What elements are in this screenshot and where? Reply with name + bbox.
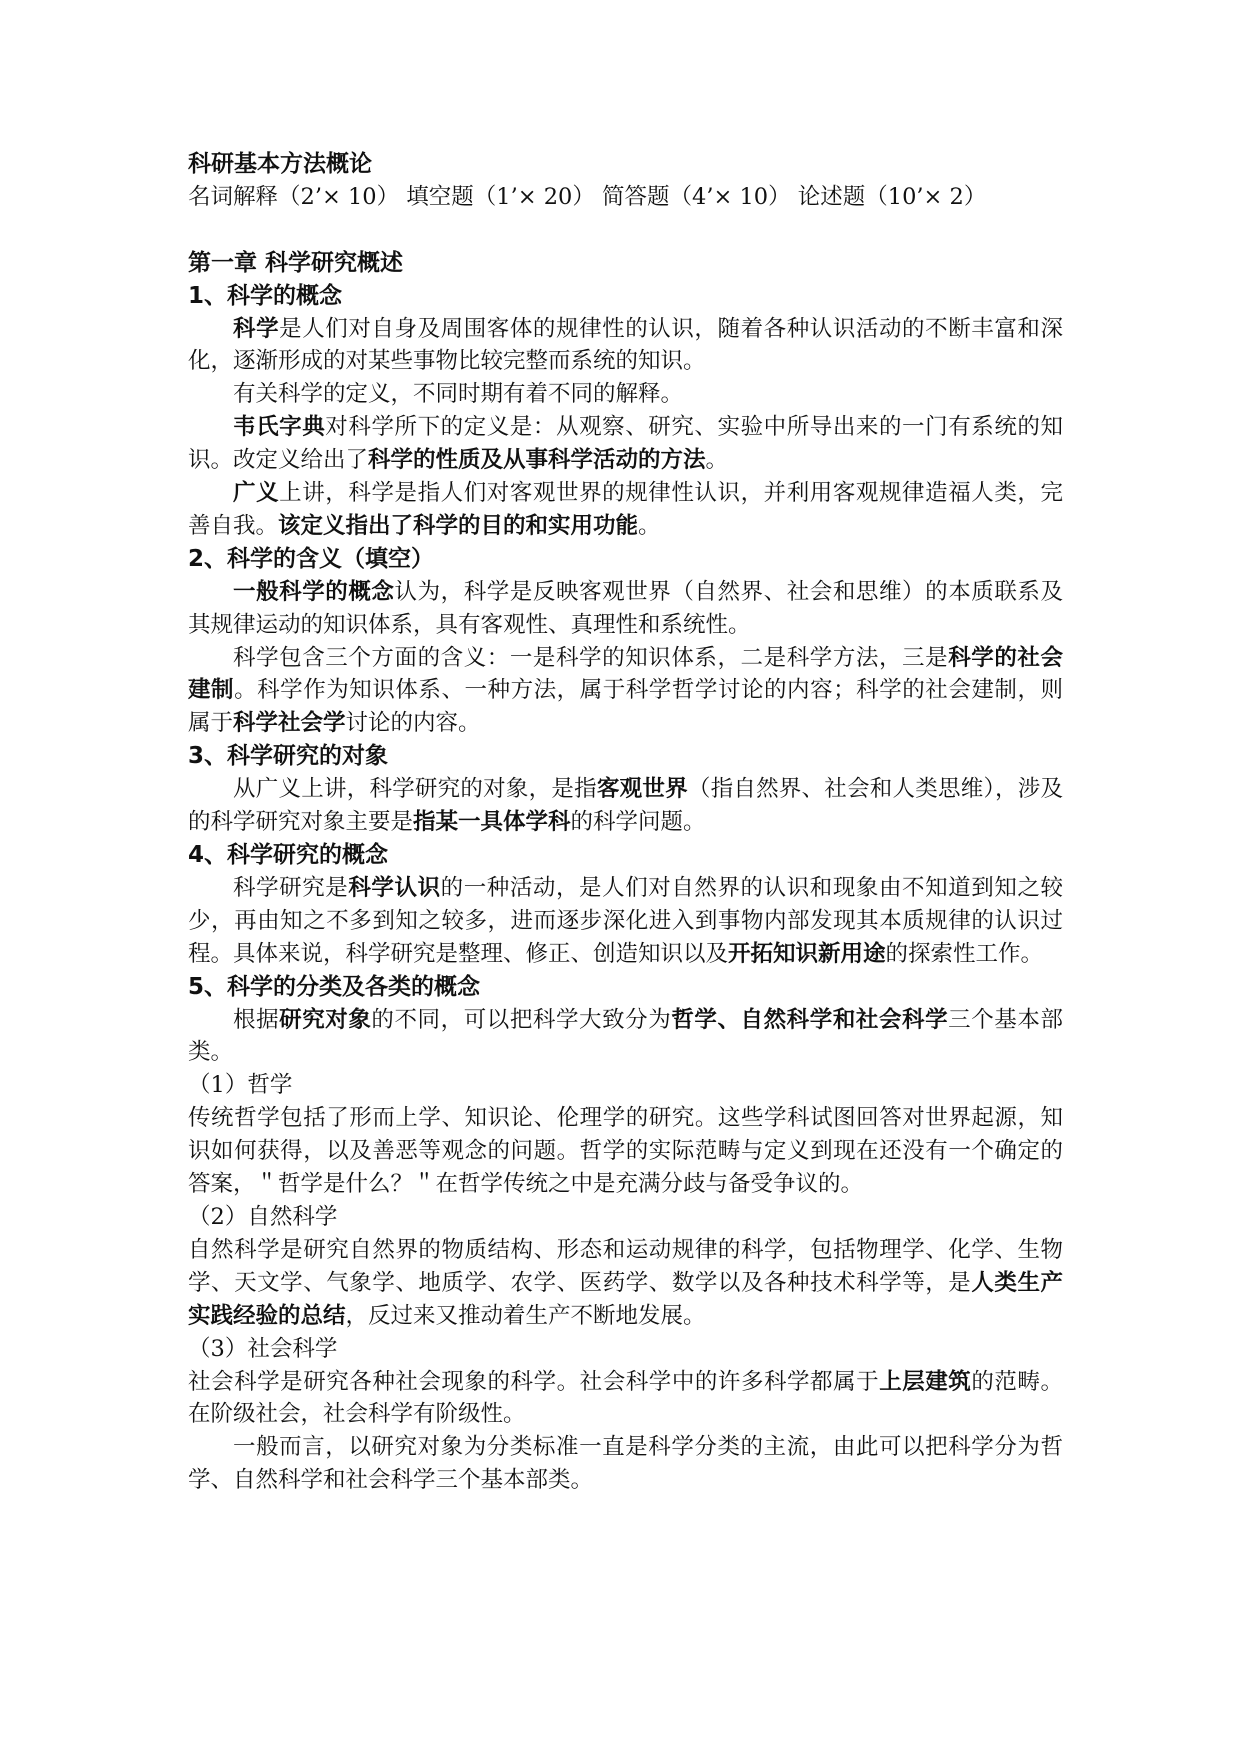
text: 。 — [705, 447, 729, 474]
paragraph — [188, 313, 1063, 379]
spacer — [188, 214, 1063, 247]
paragraph — [188, 1004, 1063, 1070]
term: 科学的社会建制 — [188, 644, 1063, 704]
term: 该定义指出了科学的目的和实用功能 — [278, 512, 639, 539]
text: 自然科学是研究自然界的物质结构、形态和运动规律的科学，包括物理学、化学、生物学、天文学、气象学、地质学、农学、医药学、数学以及各种技术科学等，是 — [188, 1236, 1063, 1296]
section-heading: 5、科学的分类及各类的概念 — [188, 973, 481, 1000]
term: 广义 — [233, 480, 280, 507]
text: 对科学所下的定义是：从观察、研究、实验中所导出来的一门有系统的知识。改定义给出了 — [188, 414, 1063, 474]
text: 是人们对自身及周围客体的规律性的认识，随着各种认识活动的不断丰富和深化，逐渐形成的对某些事物比较完整而系统的知识。 — [188, 315, 1063, 375]
paragraph — [188, 576, 1063, 642]
text: 科学包含三个方面的含义：一是科学的知识体系，二是科学方法，三是 — [233, 644, 949, 671]
paragraph — [188, 872, 1063, 971]
paragraph — [188, 477, 1063, 543]
text: 的科学问题。 — [570, 809, 706, 836]
paragraph: 有关科学的定义，不同时期有着不同的解释。 — [233, 381, 684, 408]
term: 科学的性质及从事科学活动的方法 — [368, 447, 706, 474]
term: 上层建筑 — [879, 1368, 972, 1395]
term: 韦氏字典 — [233, 414, 326, 441]
chapter-title: 第一章 科学研究概述 — [188, 249, 404, 276]
text: ，反过来又推动着生产不断地发展。 — [345, 1302, 706, 1329]
text: 的一种活动，是人们对自然界的认识和现象由不知道到知之较少，再由知之不多到知之较多，进而逐步深化进入到事物内部发现其本质规律的认识过程。具体来说，科学研究是整理、修正、创造知识以及 — [188, 874, 1063, 967]
subsection-label: （3）社会科学 — [188, 1335, 338, 1362]
term: 研究对象 — [279, 1006, 372, 1033]
text: 科学研究是 — [233, 874, 349, 901]
paragraph — [188, 773, 1063, 839]
text: 认为，科学是反映客观世界（自然界、社会和思维）的本质联系及其规律运动的知识体系，具有客观性、真理性和系统性。 — [188, 578, 1063, 638]
paragraph — [188, 1234, 1063, 1333]
document-title: 科研基本方法概论 — [188, 151, 372, 177]
paragraph — [188, 642, 1063, 741]
text: 三个基本部类。 — [188, 1006, 1063, 1066]
term: 一般科学的概念 — [233, 578, 395, 605]
text: 。科学作为知识体系、一种方法，属于科学哲学讨论的内容；科学的社会建制，则属于 — [188, 677, 1063, 737]
text: 讨论的内容。 — [345, 710, 481, 737]
exam-format: 名词解释（2’× 10） 填空题（1’× 20） 简答题（4’× 10） 论述题（10’× 2） — [188, 183, 987, 210]
term: 科学认识 — [348, 874, 441, 901]
paragraph — [188, 411, 1063, 477]
term: 哲学、自然科学和社会科学 — [671, 1006, 949, 1033]
paragraph — [188, 1366, 1063, 1432]
subsection-label: （2）自然科学 — [188, 1203, 338, 1230]
section-heading: 2、科学的含义（填空） — [188, 545, 435, 572]
section-heading: 4、科学研究的概念 — [188, 842, 389, 869]
text: 。 — [638, 512, 661, 539]
term: 客观世界 — [596, 776, 688, 803]
document-page — [188, 148, 1063, 1497]
term: 科学 — [233, 315, 280, 342]
text: 社会科学是研究各种社会现象的科学。社会科学中的许多科学都属于 — [188, 1368, 880, 1395]
text: 的不同，可以把科学大致分为 — [371, 1006, 672, 1033]
term: 人类生产实践经验的总结 — [188, 1269, 1063, 1329]
term: 科学社会学 — [233, 710, 346, 737]
paragraph: 一般而言，以研究对象为分类标准一直是科学分类的主流，由此可以把科学分为哲学、自然科学和社会科学三个基本部类。 — [188, 1434, 1063, 1494]
section-heading: 3、科学研究的对象 — [188, 743, 389, 770]
term: 指某一具体学科 — [413, 809, 571, 836]
subsection-label: （1）哲学 — [188, 1072, 293, 1099]
text: 根据 — [233, 1006, 280, 1033]
text: 从广义上讲，科学研究的对象，是指 — [233, 776, 597, 803]
text: 上讲，科学是指人们对客观世界的规律性认识，并利用客观规律造福人类，完善自我。 — [188, 480, 1063, 539]
term: 开拓知识新用途 — [728, 940, 886, 967]
text: （指自然界、社会和人类思维），涉及的科学研究对象主要是 — [188, 776, 1063, 836]
text: 的范畴。在阶级社会，社会科学有阶级性。 — [188, 1368, 1063, 1428]
section-heading: 1、科学的概念 — [188, 282, 343, 309]
text: 的探索性工作。 — [885, 940, 1044, 967]
paragraph: 传统哲学包括了形而上学、知识论、伦理学的研究。这些学科试图回答对世界起源，知识如何获得，以及善恶等观念的问题。哲学的实际范畴与定义到现在还没有一个确定的答案，＂哲学是什么？＂在哲学传统之中是充满分歧与备受争议的。 — [188, 1105, 1063, 1198]
